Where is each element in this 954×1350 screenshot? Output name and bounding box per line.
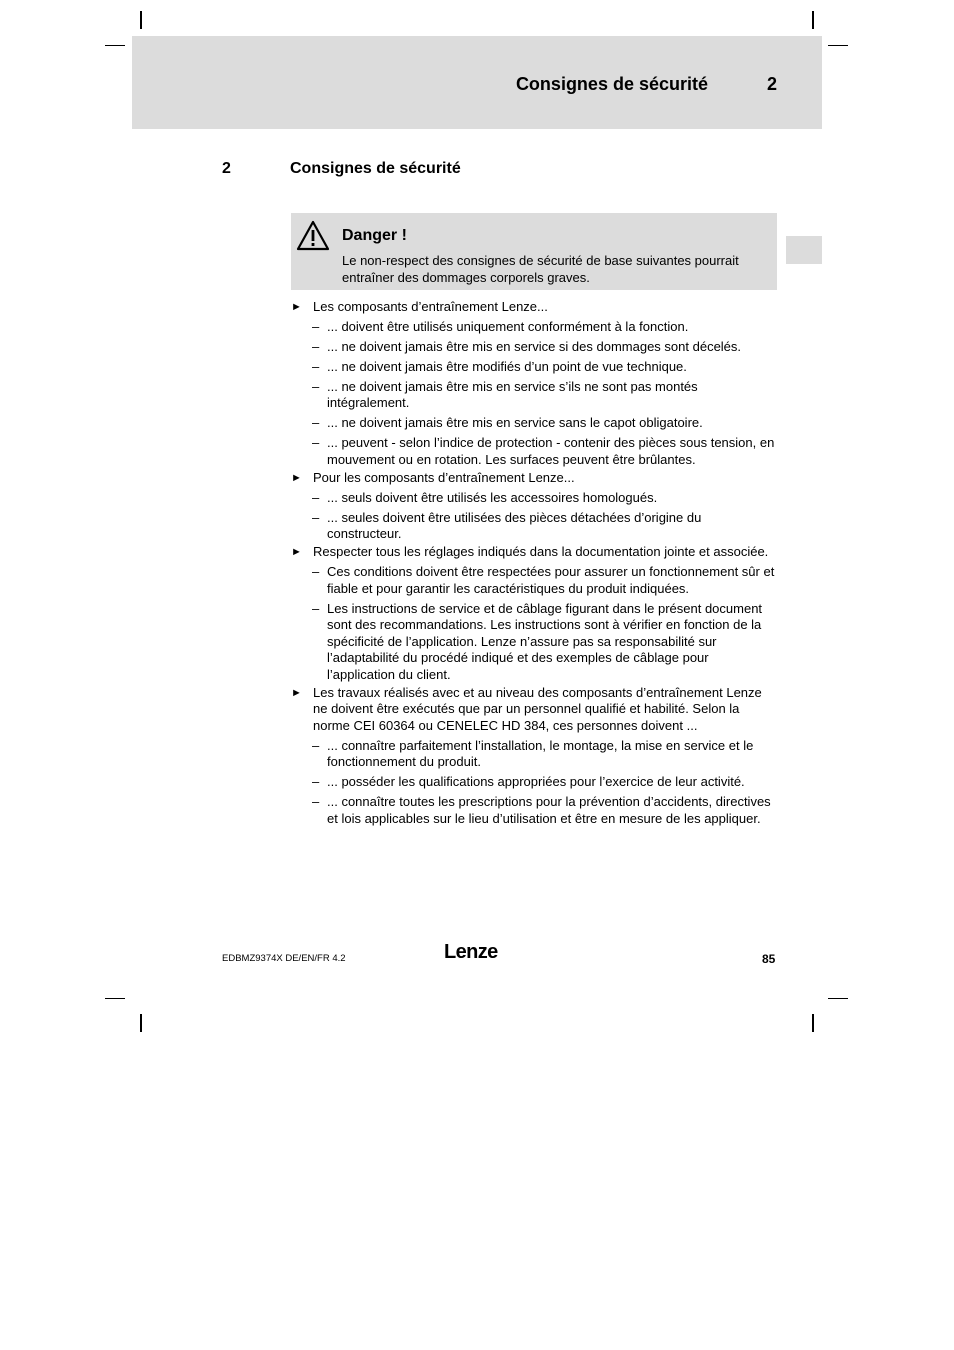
running-header [132, 36, 822, 129]
list-item-text: Pour les composants d’entraînement Lenze... [313, 469, 575, 485]
dash-marker: – [312, 435, 320, 450]
bullet-arrow-icon: ► [291, 546, 302, 558]
sub-list-item [291, 490, 779, 507]
sub-list-item-text: ... connaître toutes les prescriptions pour la prévention d’accidents, directives et lois applicables sur le lieu d’utilisation et être en mesure de les appliquer. [327, 794, 771, 826]
sub-list-item [291, 435, 779, 468]
crop-mark [828, 998, 848, 999]
section-number: 2 [222, 160, 231, 177]
lenze-logo: Lenze [444, 941, 498, 963]
sub-list-item [291, 339, 779, 356]
safety-instructions-list [291, 297, 779, 827]
dash-marker: – [312, 564, 320, 579]
sub-list-item-text: Ces conditions doivent être respectées pour assurer un fonctionnement sûr et fiable et pour garantir les caractéristiques du produit indiquées. [327, 564, 775, 596]
warning-triangle-icon [296, 220, 330, 252]
page-number: 85 [762, 952, 776, 966]
chapter-tab-marker [786, 236, 822, 264]
crop-mark [105, 998, 125, 999]
dash-marker: – [312, 794, 320, 809]
dash-marker: – [312, 774, 320, 789]
section-title: Consignes de sécurité [290, 160, 461, 177]
list-item-text: Les composants d’entraînement Lenze... [313, 298, 548, 314]
dash-marker: – [312, 415, 320, 430]
crop-mark [812, 1014, 814, 1032]
danger-notice [291, 213, 777, 290]
sub-list-item [291, 738, 779, 771]
sub-list-item [291, 415, 779, 432]
dash-marker: – [312, 378, 320, 394]
danger-text: Le non-respect des consignes de sécurité de base suivantes pourrait entraîner des dommages corporels graves. [342, 253, 739, 285]
sub-list-item-text: ... seuls doivent être utilisés les accessoires homologués. [327, 489, 658, 505]
bullet-arrow-icon: ► [291, 300, 302, 313]
sub-list-item [291, 564, 779, 597]
list-item-text: Respecter tous les réglages indiqués dans la documentation jointe et associée. [313, 544, 769, 559]
dash-marker: – [312, 489, 320, 505]
dash-marker: – [312, 509, 320, 525]
dash-marker: – [312, 737, 320, 753]
bullet-arrow-icon: ► [291, 471, 302, 484]
list-item [291, 299, 779, 316]
sub-list-item [291, 601, 779, 684]
header-title: Consignes de sécurité [515, 74, 708, 94]
dash-marker: – [312, 600, 320, 616]
sub-list-item-text: ... ne doivent jamais être modifiés d’un point de vue technique. [327, 358, 687, 374]
sub-list-item-text: ... ne doivent jamais être mis en service sans le capot obligatoire. [327, 415, 703, 430]
sub-list-item-text: ... connaître parfaitement l’installation, le montage, la mise en service et le fonctionnement du produit. [327, 737, 754, 769]
crop-mark [828, 45, 848, 46]
sub-list-item-text: ... ne doivent jamais être mis en service s’ils ne sont pas montés intégralement. [327, 378, 698, 410]
sub-list-item [291, 794, 779, 827]
crop-mark [140, 11, 142, 29]
list-item [291, 470, 779, 487]
list-item-text: Les travaux réalisés avec et au niveau des composants d’entraînement Lenze ne doivent être exécutés que par un personnel qualifié et habilité. Selon la norme CEI 60364 ou CENELEC HD 384, ces personnes doivent ... [313, 684, 762, 733]
crop-mark [812, 11, 814, 29]
sub-list-item-text: ... peuvent - selon l’indice de protection - contenir des pièces sous tension, en mouvement ou en rotation. Les surfaces peuvent être brûlantes. [327, 435, 775, 467]
sub-list-item [291, 359, 779, 376]
sub-list-item [291, 319, 779, 336]
danger-title: Danger ! [342, 227, 407, 244]
sub-list-item-text: ... doivent être utilisés uniquement conformément à la fonction. [327, 318, 689, 334]
sub-list-item [291, 774, 779, 791]
document-id: EDBMZ9374X DE/EN/FR 4.2 [222, 953, 346, 964]
dash-marker: – [312, 358, 320, 374]
bullet-arrow-icon: ► [291, 686, 302, 699]
header-chapter-number: 2 [766, 74, 777, 94]
dash-marker: – [312, 338, 320, 354]
sub-list-item [291, 379, 779, 412]
crop-mark [140, 1014, 142, 1032]
sub-list-item-text: ... ne doivent jamais être mis en service si des dommages sont décelés. [327, 338, 742, 354]
sub-list-item [291, 510, 779, 543]
sub-list-item-text: ... posséder les qualifications appropriées pour l’exercice de leur activité. [327, 774, 745, 789]
sub-list-item-text: Les instructions de service et de câblage figurant dans le présent document sont des recommandations. Les instructions sont à vérifier en fonction de la spécificité de l’application. Lenze n’assure pas sa responsabilité sur l’adaptabilité du procédé indiqué et des exemples de câblage pour l’application du client. [327, 600, 763, 682]
dash-marker: – [312, 318, 320, 334]
sub-list-item-text: ... seules doivent être utilisées des pièces détachées d’origine du constructeur. [327, 509, 702, 541]
list-item [291, 544, 779, 561]
crop-mark [105, 45, 125, 46]
list-item [291, 685, 779, 735]
